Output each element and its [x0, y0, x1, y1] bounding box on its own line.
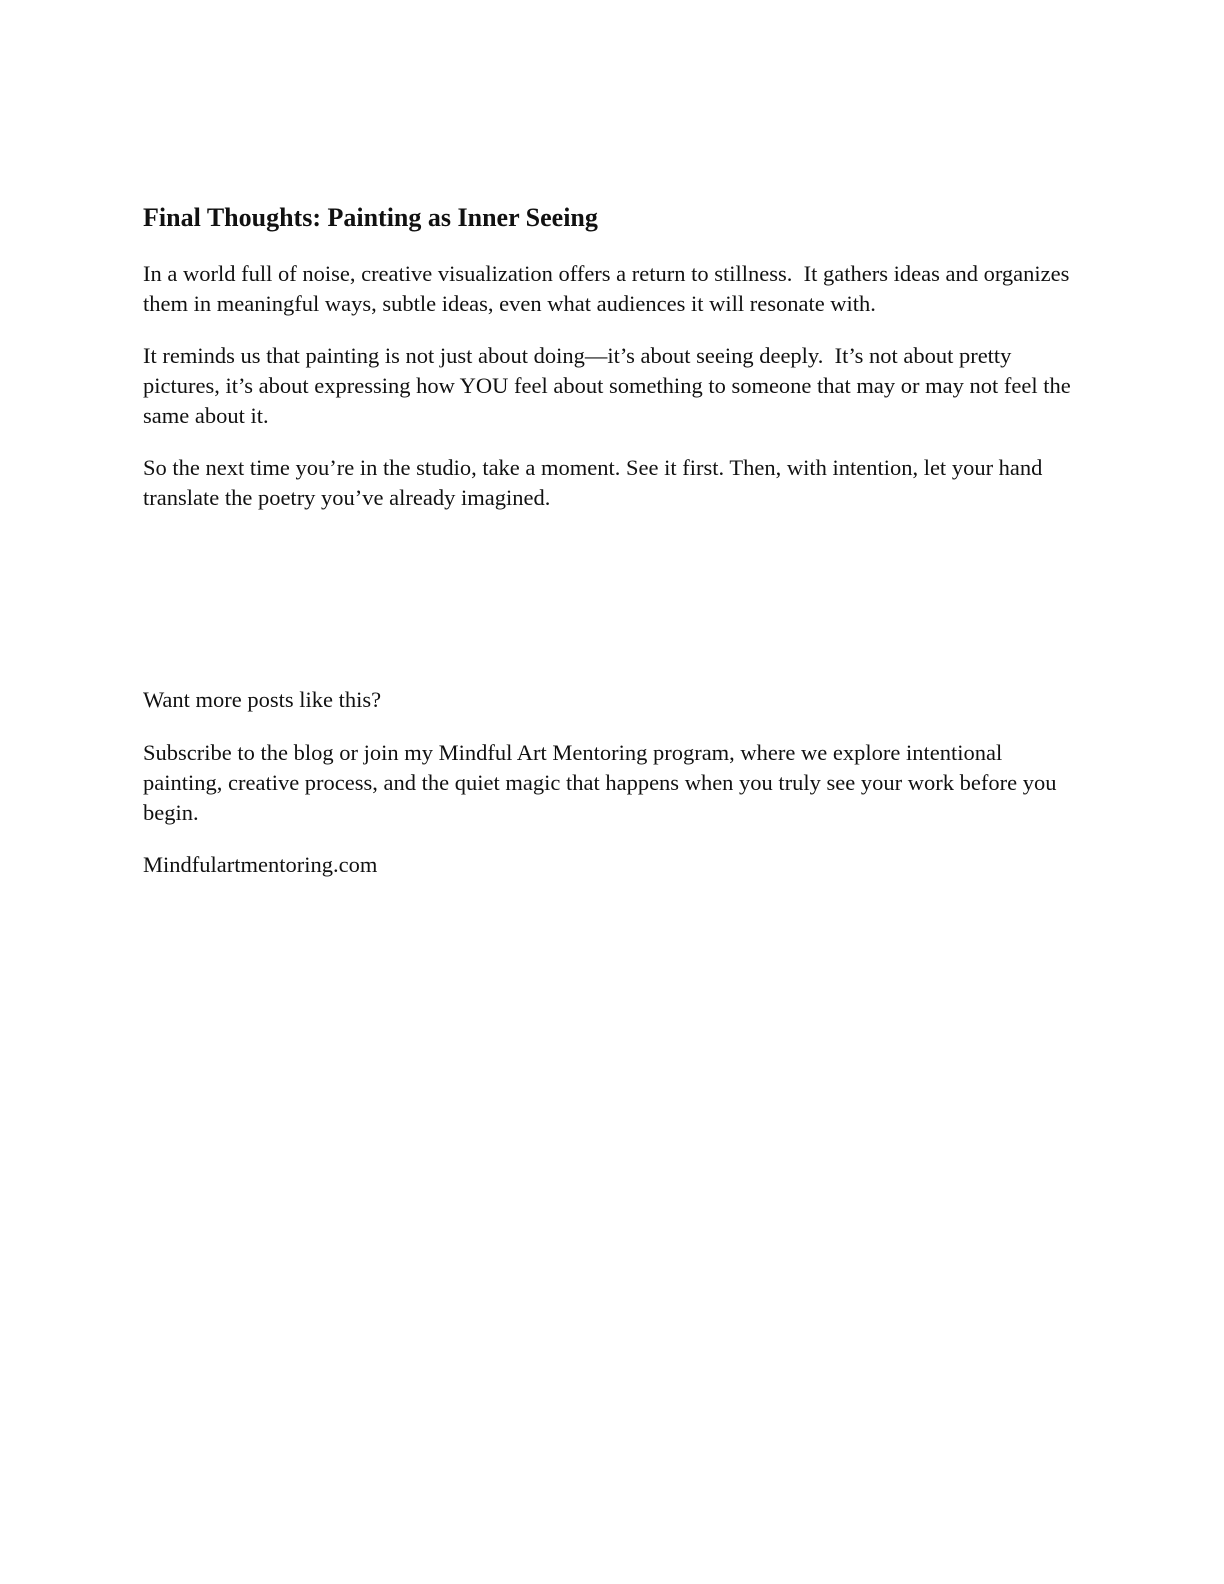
paragraph-stillness: In a world full of noise, creative visualization offers a return to stillness. It gathers ideas and organizes them in meaningful ways, subtle ideas, even what audiences it will resonate with. [143, 261, 1076, 316]
section-spacer [143, 535, 1083, 685]
paragraph-seeing-deeply: It reminds us that painting is not just about doing—it’s about seeing deeply. It’s not about pretty pictures, it’s about expressing how YOU feel about something to someone that may or may not feel the same about it. [143, 343, 1077, 428]
document-page [143, 198, 1083, 880]
document-title: Final Thoughts: Painting as Inner Seeing [143, 203, 598, 232]
website-link[interactable]: Mindfulartmentoring.com [143, 852, 378, 877]
cta-body: Subscribe to the blog or join my Mindful Art Mentoring program, where we explore intentional painting, creative process, and the quiet magic that happens when you truly see your work before you begin. [143, 740, 1063, 825]
cta-heading: Want more posts like this? [143, 687, 382, 712]
paragraph-studio: So the next time you’re in the studio, take a moment. See it first. Then, with intention, let your hand translate the poetry you’ve already imagined. [143, 455, 1049, 510]
